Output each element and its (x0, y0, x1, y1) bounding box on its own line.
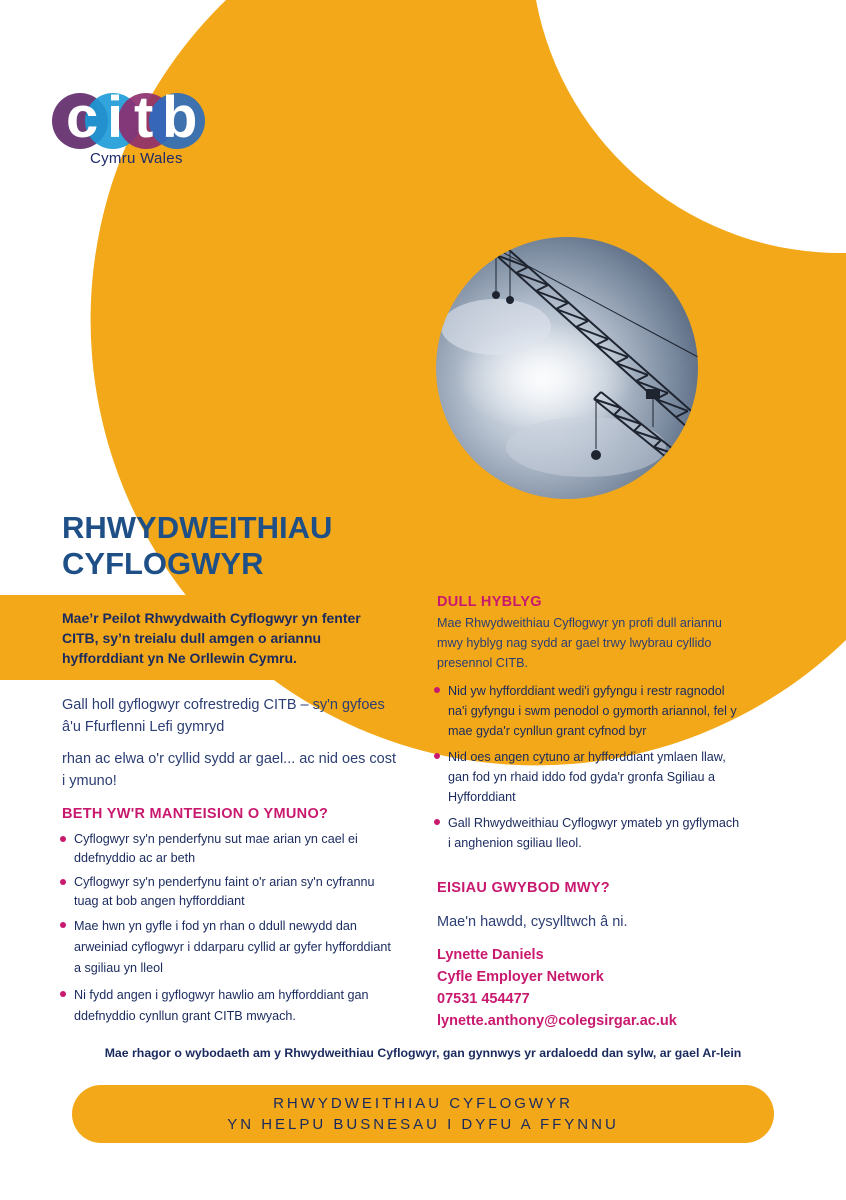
page-title (62, 510, 422, 582)
logo-letter-t: t (134, 85, 154, 150)
benefits-heading: BETH YW'R MANTEISION O YMUNO? (62, 806, 329, 822)
footer-line2: YN HELPU BUSNESAU I DYFU A FFYNNU (227, 1116, 619, 1133)
page-title-line1: RHWYDWEITHIAU (62, 510, 333, 545)
flexible-heading: DULL HYBLYG (437, 594, 542, 610)
intro-text: Mae’r Peilot Rhwydwaith Cyflogwyr yn fenter CITB, sy’n treialu dull amgen o ariannu hyfforddiant yn Ne Orllewin Cymru. (62, 610, 361, 666)
citb-logo-mark (52, 85, 202, 150)
left-para-1: Gall holl gyflogwyr cofrestredig CITB – sy'n gyfoes â'u Ffurflenni Lefi gymryd (62, 697, 385, 735)
footer-banner (72, 1085, 774, 1143)
logo-subtitle: Cymru Wales (90, 150, 183, 167)
list-item: Mae hwn yn gyfle i fod yn rhan o ddull newydd dan arweiniad cyflogwyr i ddarparu cyllid ar gyfer hyfforddiant a sgiliau yn lleol (60, 916, 395, 979)
logo-letter-i: i (107, 85, 124, 150)
contact-email[interactable]: lynette.anthony@colegsirgar.ac.uk (437, 1013, 677, 1029)
page-title-line2: CYFLOGWYR (62, 546, 264, 581)
contact-phone: 07531 454477 (437, 991, 530, 1007)
flexible-para: Mae Rhwydweithiau Cyflogwyr yn profi dull ariannu mwy hyblyg nag sydd ar gael trwy lwybrau cyllido presennol CITB. (437, 616, 722, 670)
more-info-heading: EISIAU GWYBOD MWY? (437, 880, 610, 896)
list-item: Nid yw hyfforddiant wedi'i gyfyngu i restr ragnodol na'i gyfyngu i swm penodol o gymorth ariannol, fel y mae gyda'r cynllun grant cyfnod byr (434, 681, 744, 741)
contact-name: Lynette Daniels (437, 947, 544, 963)
crane-photo (436, 237, 698, 499)
footer-line1: RHWYDWEITHIAU CYFLOGWYR (273, 1095, 573, 1112)
list-item: Ni fydd angen i gyflogwyr hawlio am hyfforddiant gan ddefnyddio cynllun grant CITB mwyach. (60, 985, 395, 1027)
citb-logo (52, 85, 202, 170)
contact-block (437, 944, 677, 1032)
benefits-list (60, 830, 395, 1027)
intro-banner (0, 595, 434, 680)
flexible-list (434, 681, 744, 853)
more-info-text: Mae rhagor o wybodaeth am y Rhwydweithiau Cyflogwyr, gan gynnwys yr ardaloedd dan sylw, ar gael Ar-lein (104, 1046, 742, 1060)
contact-org: Cyfle Employer Network (437, 969, 604, 985)
list-item: Cyflogwyr sy'n penderfynu faint o'r arian sy'n cyfrannu tuag at bob angen hyfforddiant (60, 873, 395, 910)
list-item: Gall Rhwydweithiau Cyflogwyr ymateb yn gyflymach i anghenion sgiliau lleol. (434, 813, 744, 853)
contact-cta: Mae'n hawdd, cysylltwch â ni. (437, 914, 628, 930)
logo-letter-c: c (66, 85, 99, 150)
list-item: Cyflogwyr sy'n penderfynu sut mae arian yn cael ei ddefnyddio ac ar beth (60, 830, 395, 867)
left-para-2: rhan ac elwa o'r cyllid sydd ar gael... ac nid oes cost i ymuno! (62, 751, 397, 789)
logo-letter-b: b (162, 85, 198, 150)
list-item: Nid oes angen cytuno ar hyfforddiant ymlaen llaw, gan fod yn rhaid iddo fod gyda'r gronfa Sgiliau a Hyfforddiant (434, 747, 744, 807)
